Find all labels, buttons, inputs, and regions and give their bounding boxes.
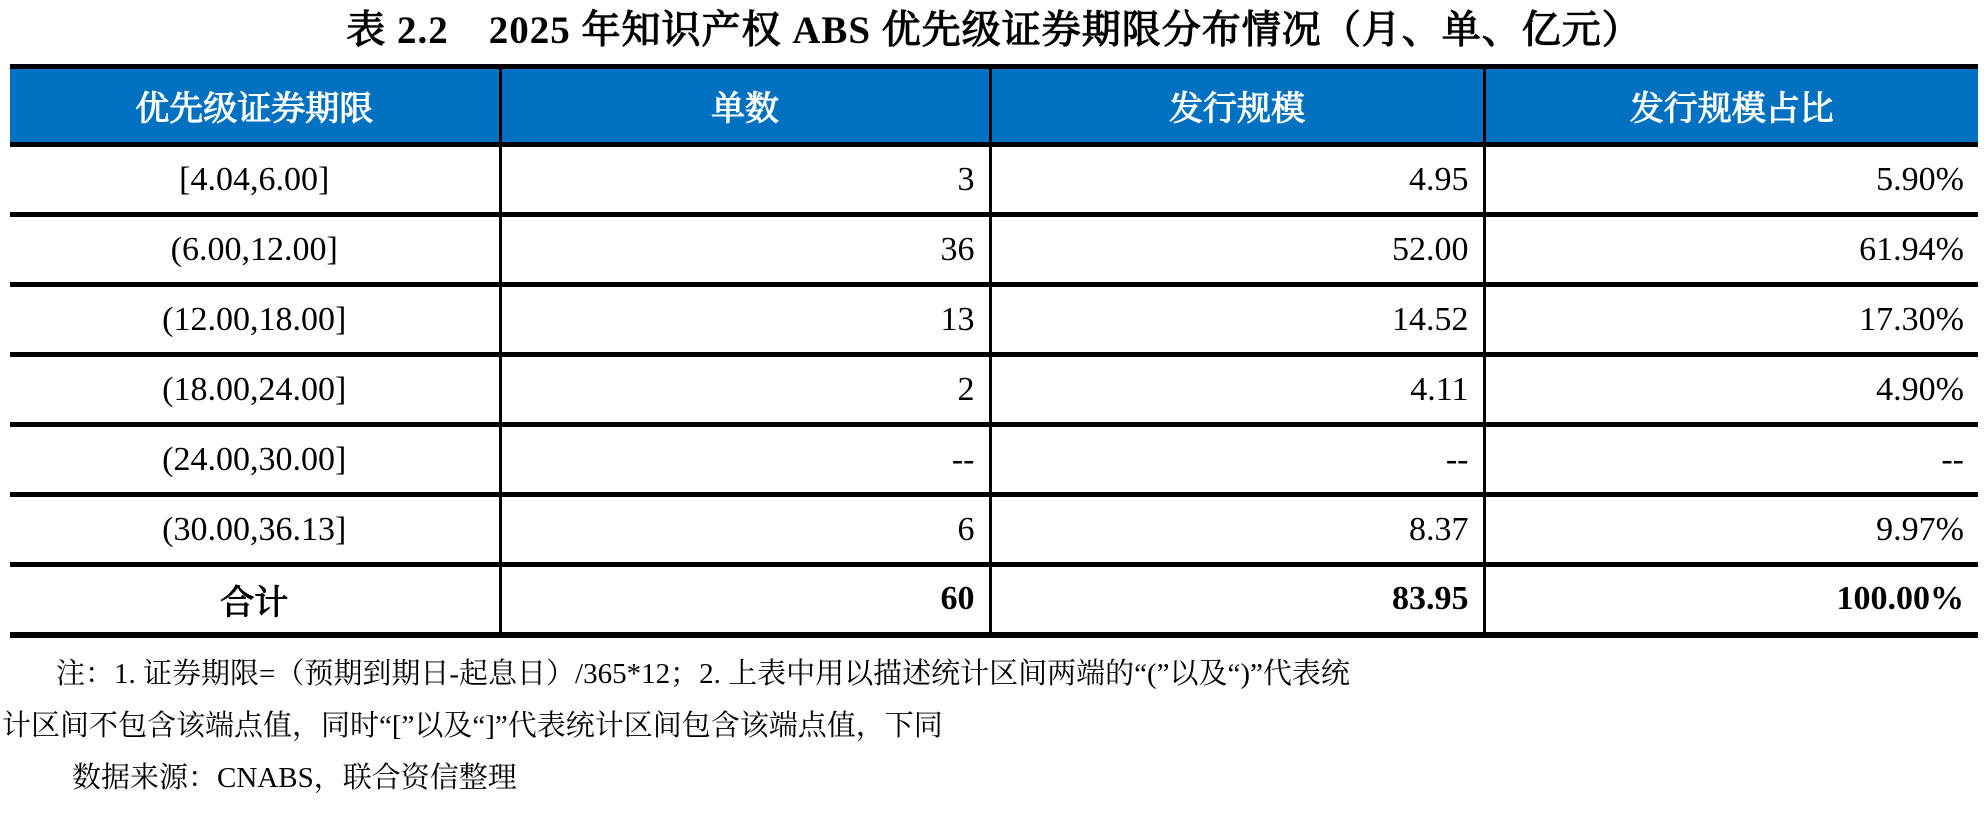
cell-scale: 8.37 <box>990 495 1484 565</box>
table-row <box>10 285 1978 355</box>
cell-term: (6.00,12.00] <box>10 215 500 285</box>
cell-total-scale: 83.95 <box>990 565 1484 635</box>
cell-scale: 4.11 <box>990 355 1484 425</box>
table-total-row <box>10 565 1978 635</box>
cell-count: 36 <box>500 215 990 285</box>
cell-share: 5.90% <box>1484 145 1978 215</box>
cell-term: (30.00,36.13] <box>10 495 500 565</box>
table-row <box>10 355 1978 425</box>
cell-scale: 4.95 <box>990 145 1484 215</box>
cell-total-label: 合计 <box>10 565 500 635</box>
cell-count: -- <box>500 425 990 495</box>
column-header-term: 优先级证券期限 <box>10 67 500 145</box>
term-distribution-table <box>10 64 1978 638</box>
cell-share: 17.30% <box>1484 285 1978 355</box>
table-row <box>10 215 1978 285</box>
report-page <box>0 2 1988 832</box>
cell-count: 13 <box>500 285 990 355</box>
cell-count: 6 <box>500 495 990 565</box>
cell-term: (18.00,24.00] <box>10 355 500 425</box>
table-header <box>10 67 1978 145</box>
footnote-line-2: 计区间不包含该端点值，同时“[”以及“]”代表统计区间包含该端点值，下同 <box>2 709 943 742</box>
table-body <box>10 145 1978 635</box>
cell-scale: -- <box>990 425 1484 495</box>
footnote-line-1: 注：1. 证券期限=（预期到期日-起息日）/365*12；2. 上表中用以描述统计区间两端的“(”以及“)”代表统 <box>56 657 1350 690</box>
table-row <box>10 495 1978 565</box>
cell-scale: 52.00 <box>990 215 1484 285</box>
cell-share: 61.94% <box>1484 215 1978 285</box>
cell-total-share: 100.00% <box>1484 565 1978 635</box>
table-title: 表 2.2 2025 年知识产权 ABS 优先级证券期限分布情况（月、单、亿元） <box>346 9 1642 52</box>
footnotes <box>0 648 1988 804</box>
cell-total-count: 60 <box>500 565 990 635</box>
column-header-share: 发行规模占比 <box>1484 67 1978 145</box>
cell-term: (24.00,30.00] <box>10 425 500 495</box>
cell-term: (12.00,18.00] <box>10 285 500 355</box>
cell-count: 2 <box>500 355 990 425</box>
table-row <box>10 145 1978 215</box>
data-source-line: 数据来源：CNABS，联合资信整理 <box>72 761 517 794</box>
cell-share: -- <box>1484 425 1978 495</box>
cell-share: 4.90% <box>1484 355 1978 425</box>
cell-term: [4.04,6.00] <box>10 145 500 215</box>
table-row <box>10 425 1978 495</box>
cell-scale: 14.52 <box>990 285 1484 355</box>
column-header-scale: 发行规模 <box>990 67 1484 145</box>
column-header-count: 单数 <box>500 67 990 145</box>
cell-count: 3 <box>500 145 990 215</box>
cell-share: 9.97% <box>1484 495 1978 565</box>
